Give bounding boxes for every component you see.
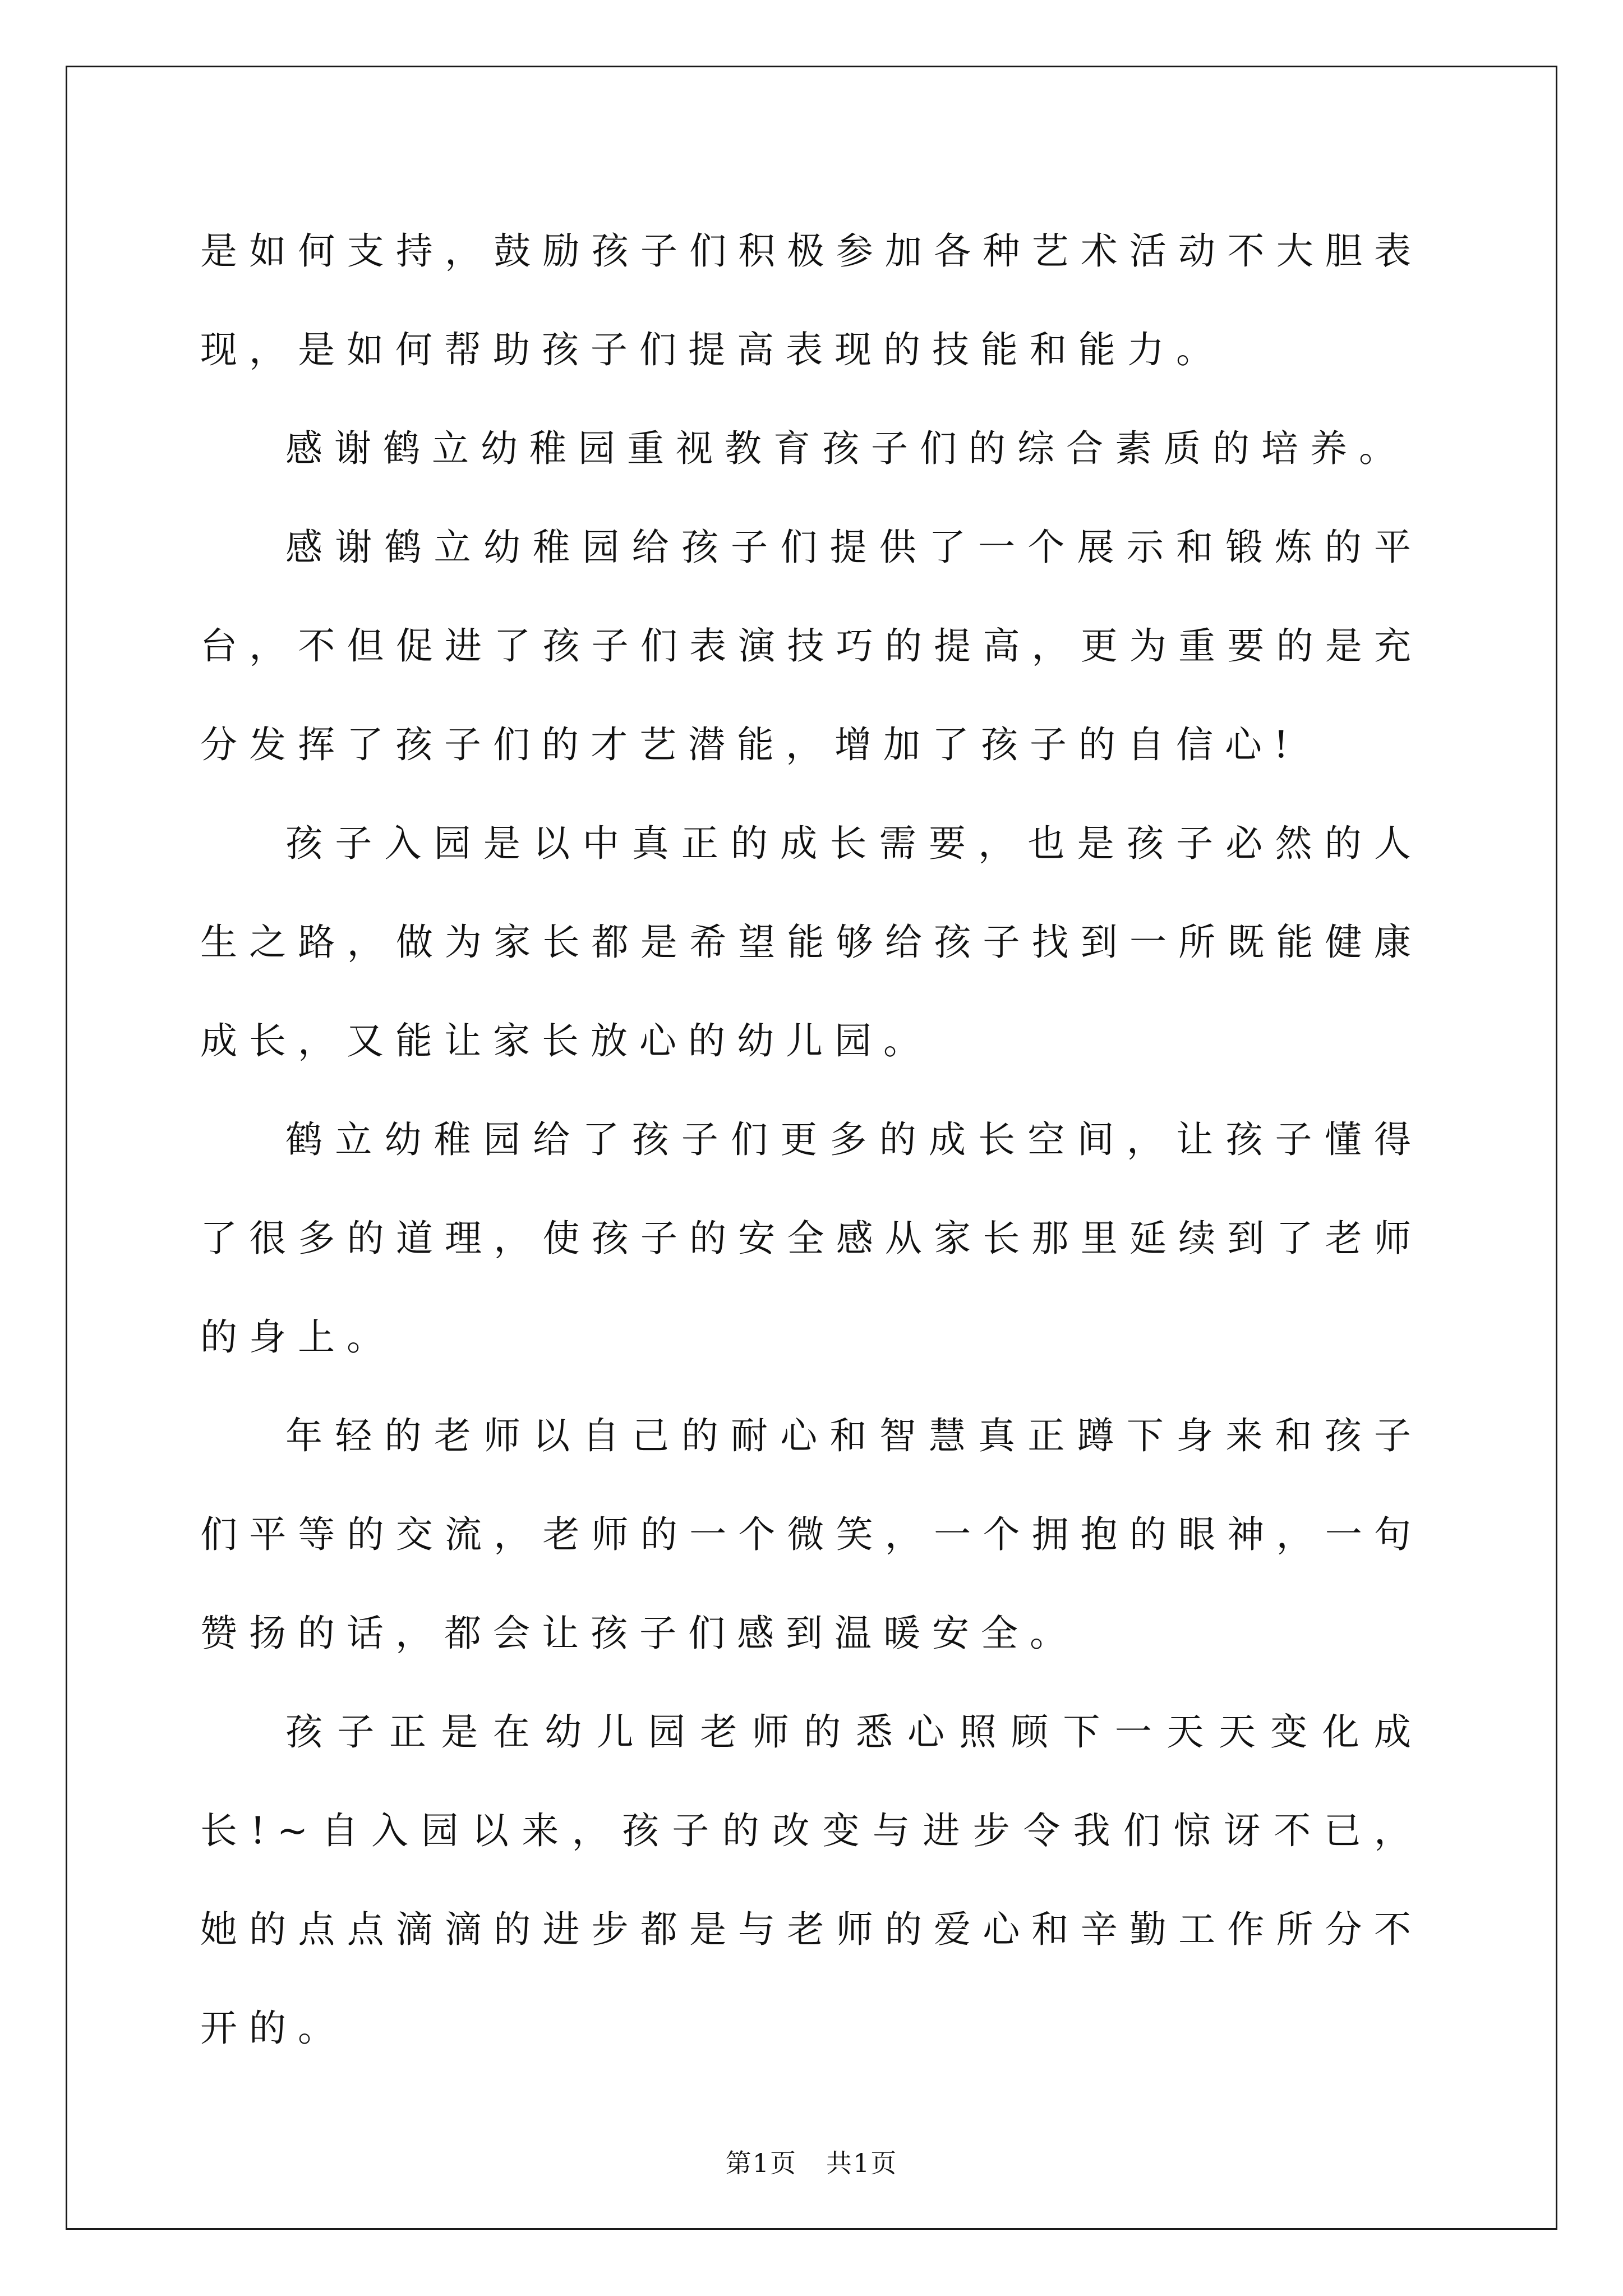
paragraph: 感谢鹤立幼稚园重视教育孩子们的综合素质的培养。 — [285, 427, 1408, 470]
page-total: 共1页 — [826, 2148, 898, 2178]
document-body — [200, 202, 1423, 2078]
page-number: 第1页 — [725, 2148, 797, 2178]
page-footer — [0, 2146, 1623, 2180]
paragraph: 是如何支持，鼓励孩子们积极参加各种艺术活动不大胆表现，是如何帮助孩子们提高表现的技能和能力。 — [200, 229, 1423, 371]
paragraph: 孩子正是在幼儿园老师的悉心照顾下一天天变化成长!~自入园以来，孩子的改变与进步令我们惊讶不已，她的点点滴滴的进步都是与老师的爱心和辛勤工作所分不开的。 — [200, 1710, 1423, 2050]
paragraph: 年轻的老师以自己的耐心和智慧真正蹲下身来和孩子们平等的交流，老师的一个微笑，一个拥抱的眼神，一句赞扬的话，都会让孩子们感到温暖安全。 — [200, 1414, 1423, 1655]
paragraph: 孩子入园是以中真正的成长需要，也是孩子必然的人生之路，做为家长都是希望能够给孩子找到一所既能健康成长，又能让家长放心的幼儿园。 — [200, 822, 1423, 1062]
paragraph: 鹤立幼稚园给了孩子们更多的成长空间，让孩子懂得了很多的道理，使孩子的安全感从家长那里延续到了老师的身上。 — [200, 1118, 1423, 1359]
paragraph: 感谢鹤立幼稚园给孩子们提供了一个展示和锻炼的平台，不但促进了孩子们表演技巧的提高，更为重要的是充分发挥了孩子们的才艺潜能，增加了孩子的自信心! — [200, 526, 1423, 766]
